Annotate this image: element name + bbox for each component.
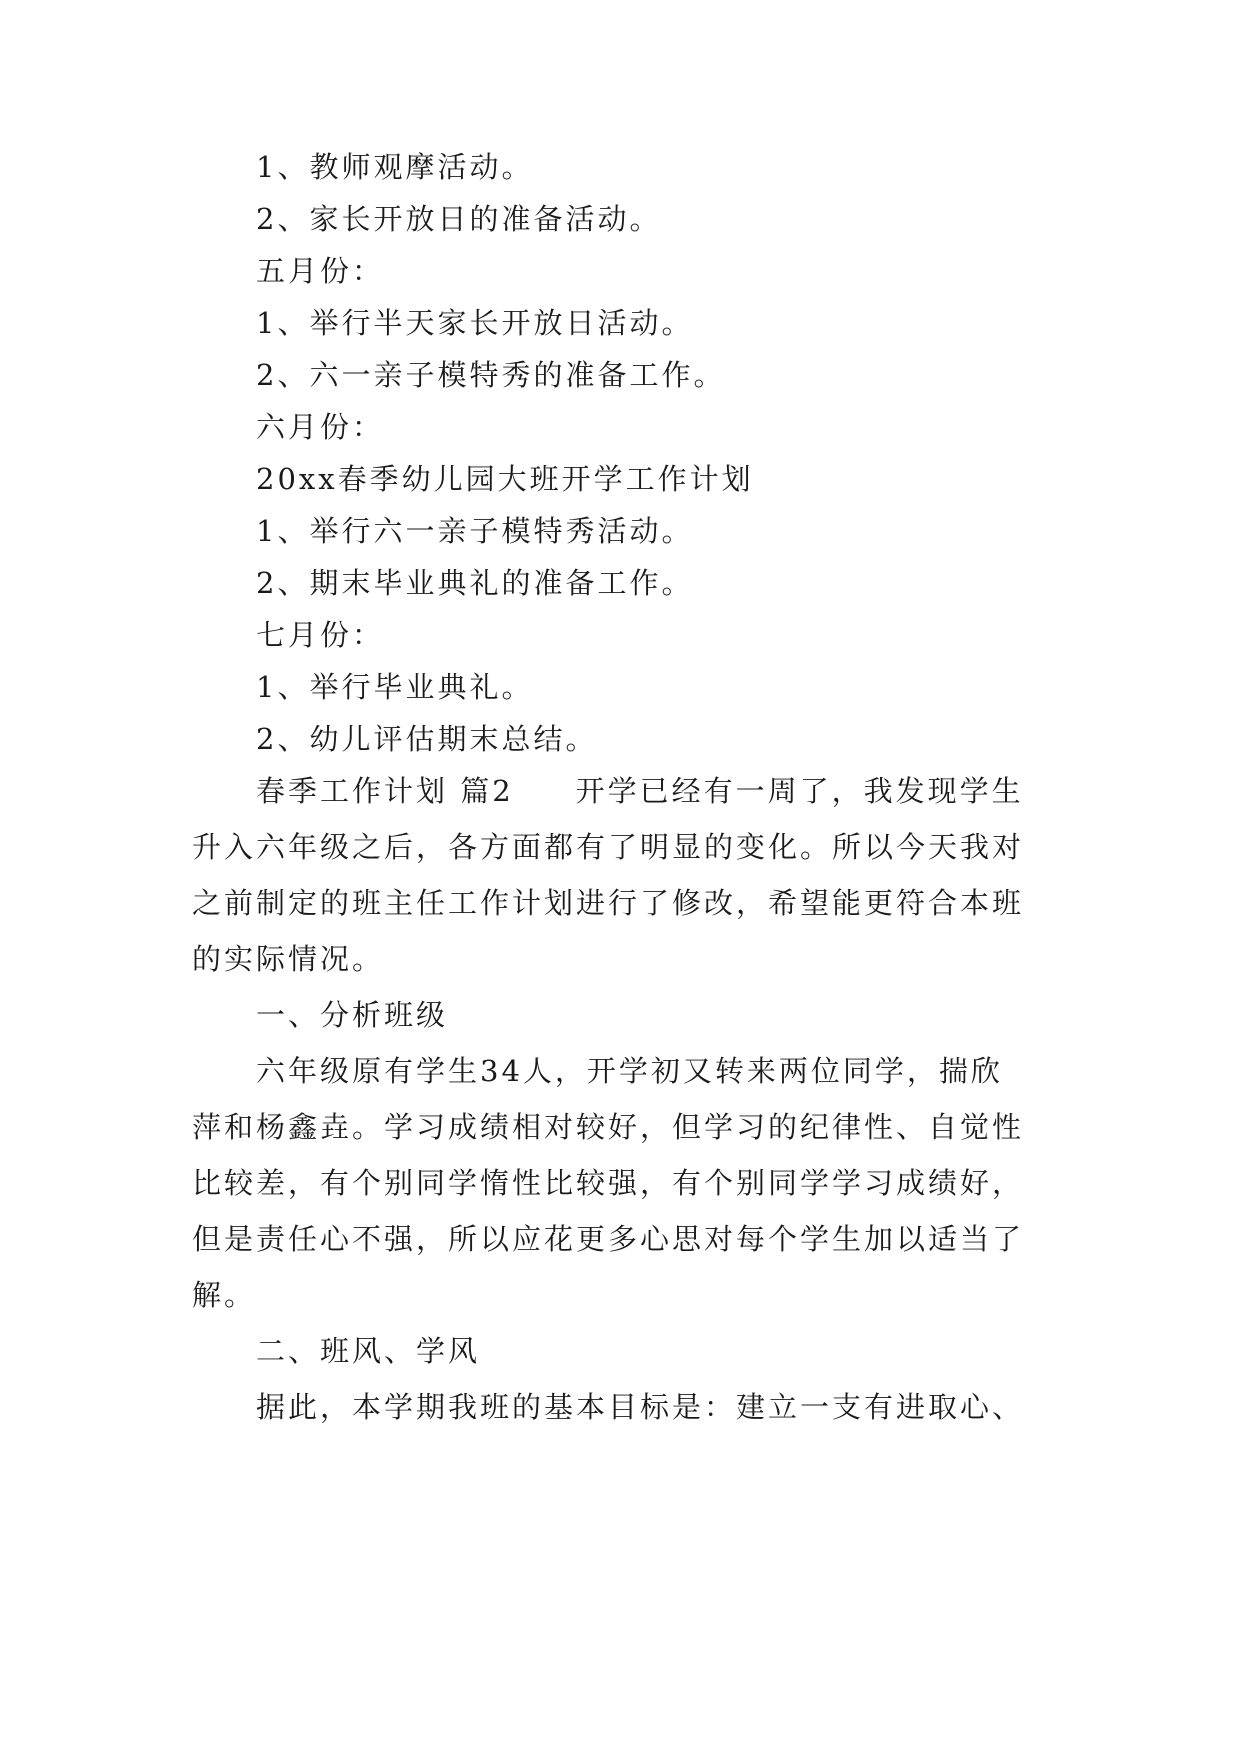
paragraph-line: 的实际情况。 <box>192 942 385 976</box>
text-line: 1、举行半天家长开放日活动。 <box>256 306 694 340</box>
paragraph-line: 升入六年级之后，各方面都有了明显的变化。所以今天我对 <box>192 830 1025 864</box>
text-line: 1、教师观摩活动。 <box>256 150 534 184</box>
text-line: 2、幼儿评估期末总结。 <box>256 722 598 756</box>
section-heading-line <box>256 771 1136 811</box>
text-line: 2、期末毕业典礼的准备工作。 <box>256 566 694 600</box>
text-line: 1、举行六一亲子模特秀活动。 <box>256 514 694 548</box>
subsection-title: 二、班风、学风 <box>256 1334 481 1368</box>
paragraph-line: 解。 <box>192 1278 257 1312</box>
subsection-title: 一、分析班级 <box>256 998 449 1032</box>
month-heading: 五月份： <box>256 254 385 288</box>
paragraph-line: 比较差，有个别同学惰性比较强，有个别同学学习成绩好， <box>192 1166 1025 1200</box>
paragraph-line: 据此，本学期我班的基本目标是：建立一支有进取心、 <box>256 1390 1025 1424</box>
paragraph-line: 六年级原有学生34人，开学初又转来两位同学，揣欣 <box>256 1054 1003 1088</box>
paragraph-text: 开学已经有一周了，我发现学生 <box>575 774 1024 808</box>
text-line: 1、举行毕业典礼。 <box>256 670 534 704</box>
text-line: 2、六一亲子模特秀的准备工作。 <box>256 358 726 392</box>
plan-title: 20xx春季幼儿园大班开学工作计划 <box>256 462 754 496</box>
month-heading: 六月份： <box>256 410 385 444</box>
paragraph-line: 萍和杨鑫垚。学习成绩相对较好，但学习的纪律性、自觉性 <box>192 1110 1025 1144</box>
section-heading: 春季工作计划 篇2 <box>256 774 514 808</box>
month-heading: 七月份： <box>256 618 385 652</box>
paragraph-line: 但是责任心不强，所以应花更多心思对每个学生加以适当了 <box>192 1222 1025 1256</box>
text-line: 2、家长开放日的准备活动。 <box>256 202 662 236</box>
paragraph-line: 之前制定的班主任工作计划进行了修改，希望能更符合本班 <box>192 886 1025 920</box>
